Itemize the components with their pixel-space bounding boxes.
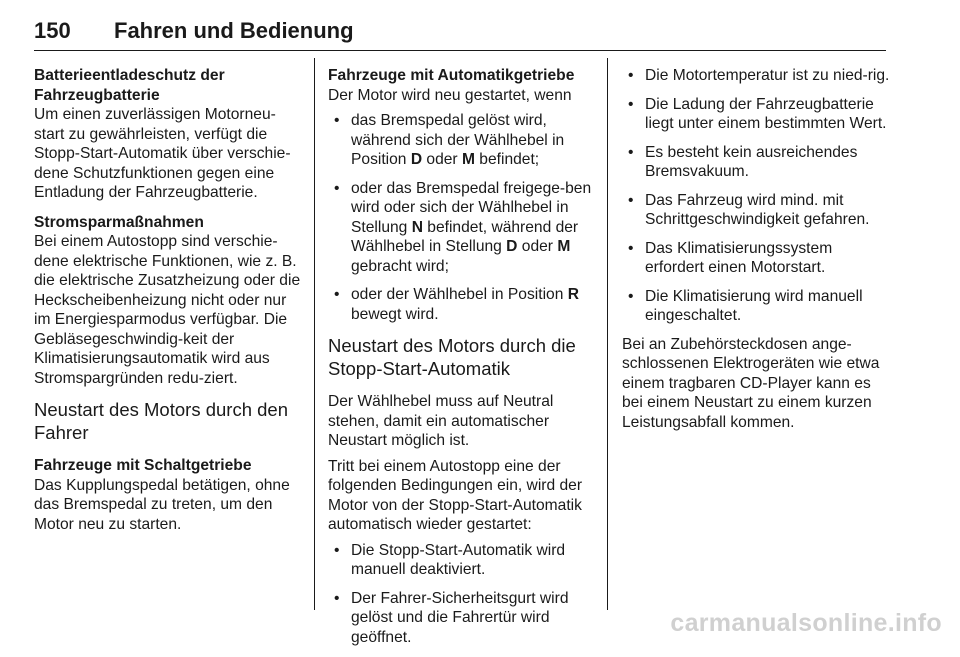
list-item: • Das Klimatisierungssystem erfordert einen Motorstart. — [622, 239, 894, 278]
paragraph-battery-protection: Um einen zuverlässigen Motorneu-start zu gewährleisten, verfügt die Stopp-Start-Automatik über verschie-dene Schutzfunktionen gegen eine Entladung der Fahrzeugbatterie. — [34, 106, 291, 201]
list-auto-restart-conditions-continued — [622, 66, 894, 326]
list-item: • das Bremspedal gelöst wird, während sich der Wählhebel in Position D oder M befindet; — [328, 111, 596, 170]
page-number: 150 — [34, 18, 71, 43]
subheading-power-saving: Stromsparmaßnahmen — [34, 213, 204, 231]
list-auto-restart-conditions — [328, 541, 596, 648]
page-header — [34, 10, 886, 51]
list-item: • Die Stopp-Start-Automatik wird manuell deaktiviert. — [328, 541, 596, 580]
list-item: • Der Fahrer-Sicherheitsgurt wird gelöst und die Fahrertür wird geöffnet. — [328, 589, 596, 648]
column-middle — [328, 66, 596, 657]
list-item: • oder das Bremspedal freigege-ben wird oder sich der Wählhebel in Stellung N befindet, während der Wählhebel in Stellung D oder M gebracht wird; — [328, 179, 596, 277]
paragraph-automatic-intro: Der Motor wird neu gestartet, wenn — [328, 86, 572, 104]
list-item: • Es besteht kein ausreichendes Bremsvakuum. — [622, 143, 894, 182]
subheading-battery-protection: Batterieentladeschutz der Fahrzeugbatterie — [34, 67, 225, 104]
paragraph-conditions-intro: Tritt bei einem Autostopp eine der folgenden Bedingungen ein, wird der Motor von der Stopp-Start-Automatik automatisch wieder gestartet: — [328, 457, 583, 533]
heading-driver-restart: Neustart des Motors durch den Fahrer — [34, 399, 288, 443]
list-restart-conditions — [328, 111, 596, 324]
column-divider — [607, 58, 608, 610]
subheading-automatic-transmission: Fahrzeuge mit Automatikgetriebe — [328, 67, 575, 84]
list-item: • Das Fahrzeug wird mind. mit Schrittgeschwindigkeit gefahren. — [622, 191, 894, 230]
list-item: • Die Ladung der Fahrzeugbatterie liegt unter einem bestimmten Wert. — [622, 95, 894, 134]
list-item: • oder der Wählhebel in Position R bewegt wird. — [328, 285, 596, 324]
heading-stop-start-restart: Neustart des Motors durch die Stopp-Start-Automatik — [328, 335, 576, 379]
paragraph-manual-transmission: Das Kupplungspedal betätigen, ohne das Bremspedal zu treten, um den Motor neu zu starten. — [34, 476, 290, 533]
paragraph-power-saving: Bei einem Autostopp sind verschie-dene elektrische Funktionen, wie z. B. die elektrische Zusatzheizung oder die Heckscheibenheizung nicht oder nur im Energiesparmodus verfügbar. Die Gebläsegeschwindig-keit der Klimatisierungsautomatik wird aus Stromspargründen redu-ziert. — [34, 233, 301, 387]
chapter-title: Fahren und Bedienung — [114, 18, 354, 43]
watermark: carmanualsonline.info — [670, 609, 942, 637]
column-right — [622, 66, 894, 442]
paragraph-neutral: Der Wählhebel muss auf Neutral stehen, damit ein automatischer Neustart möglich ist. — [328, 393, 554, 449]
column-left — [34, 66, 306, 544]
paragraph-accessory-note: Bei an Zubehörsteckdosen ange-schlossenen Elektrogeräten wie etwa einem tragbaren CD-Player kann es bei einem Neustart zu einem kurzen Leistungsabfall kommen. — [622, 335, 880, 431]
list-item: • Die Motortemperatur ist zu nied-rig. — [622, 66, 894, 86]
subheading-manual-transmission: Fahrzeuge mit Schaltgetriebe — [34, 457, 252, 474]
list-item: • Die Klimatisierung wird manuell eingeschaltet. — [622, 287, 894, 326]
column-divider — [314, 58, 315, 610]
